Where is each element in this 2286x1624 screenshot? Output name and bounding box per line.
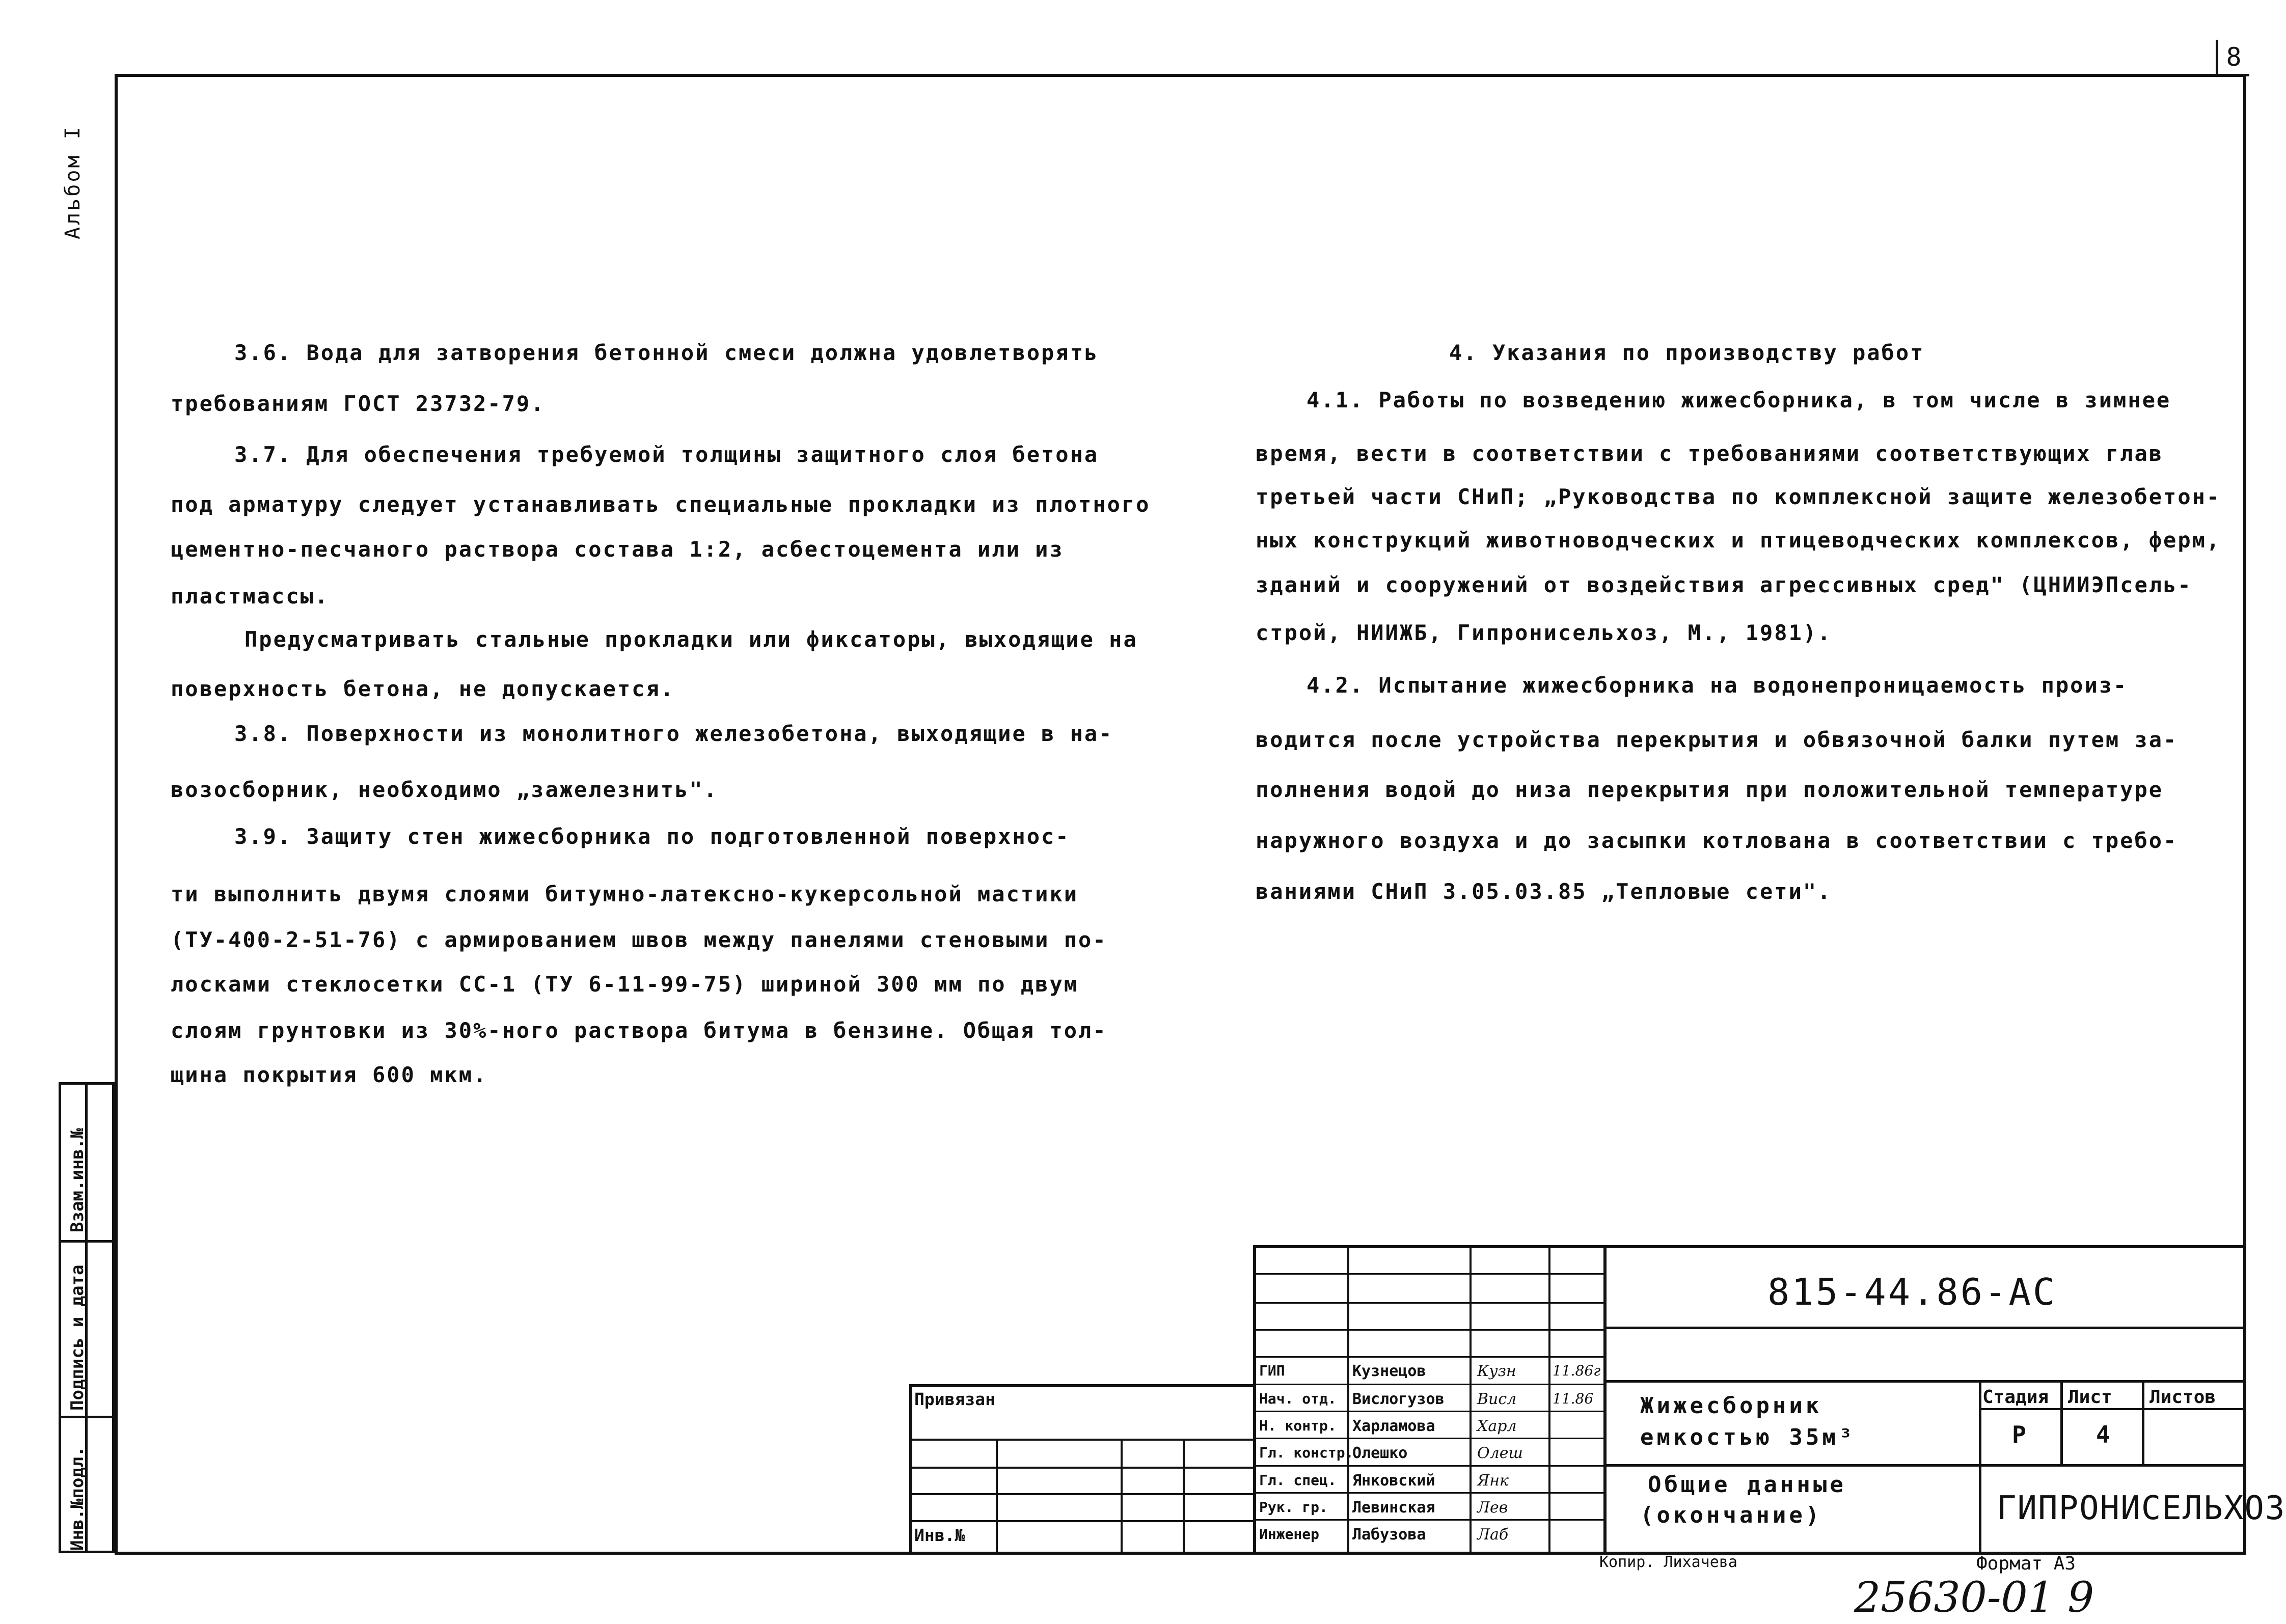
staff-name: Кузнецов — [1352, 1362, 1426, 1380]
right-text-line: ных конструкций животноводческих и птицеводческих комплексов, ферм, — [1256, 528, 2221, 553]
staff-role: Рук. гр. — [1259, 1499, 1328, 1516]
right-text-line: водится после устройства перекрытия и обвязочной балки путем за- — [1256, 727, 2178, 752]
staff-signature: Висл — [1477, 1390, 1517, 1408]
album-label: Альбом I — [61, 125, 85, 239]
staff-role: ГИП — [1259, 1362, 1285, 1379]
right-text-line: время, вести в соответствии с требованиями соответствующих глав — [1256, 441, 2164, 466]
left-text-line: лосками стеклосетки СС-1 (ТУ 6-11-99-75) шириной 300 мм по двум — [171, 972, 1079, 997]
object-name-2: емкостью 35м³ — [1640, 1424, 1856, 1450]
staff-role: Нач. отд. — [1259, 1390, 1337, 1407]
copied-by: Копир. Лихачева — [1599, 1553, 1737, 1571]
attached-box-left — [909, 1384, 912, 1553]
right-text-line: зданий и сооружений от воздействия агрессивных сред" (ЦНИИЭПсель- — [1256, 572, 2192, 597]
section-4-heading: 4. Указания по производству работ — [1449, 340, 1925, 365]
side-label-sign-date: Подпись и дата — [67, 1264, 88, 1411]
left-text-line: (ТУ-400-2-51-76) с армированием швов между панелями стеновыми по- — [171, 927, 1107, 952]
staff-name: Вислогузов — [1352, 1390, 1445, 1408]
document-code: 815-44.86-АС — [1767, 1271, 2057, 1313]
archive-number: 25630-01 9 — [1854, 1574, 2094, 1622]
right-text-line: третьей части СНиП; „Руководства по комплексной защите железобетон- — [1256, 484, 2221, 509]
staff-signature: Лев — [1477, 1499, 1508, 1517]
left-text-line: требованиям ГОСТ 23732-79. — [171, 391, 546, 416]
right-text-line: наружного воздуха и до засыпки котлована в соответствии с требо- — [1256, 828, 2178, 853]
left-text-line: Предусматривать стальные прокладки или фиксаторы, выходящие на — [244, 627, 1138, 652]
format-label: Формат А3 — [1976, 1553, 2076, 1574]
sheet-value: 4 — [2096, 1421, 2110, 1448]
right-text-line: полнения водой до низа перекрытия при положительной температуре — [1256, 777, 2164, 802]
staff-name: Лабузова — [1352, 1526, 1426, 1544]
left-text-line: ти выполнить двумя слоями битумно-латексно-кукерсольной мастики — [171, 882, 1079, 906]
staff-date: 11.86г — [1553, 1362, 1601, 1379]
sheet-header: Лист — [2068, 1387, 2112, 1408]
staff-role: Инженер — [1259, 1526, 1320, 1543]
left-text-line: возосборник, необходимо „зажелезнить". — [171, 777, 718, 802]
sheet-name-2: (окончание) — [1640, 1502, 1822, 1528]
staff-name: Олешко — [1352, 1444, 1408, 1462]
right-text-line: 4.2. Испытание жижесборника на водонепроницаемость произ- — [1307, 673, 2128, 698]
staff-role: Гл. констр. — [1259, 1444, 1354, 1461]
left-text-line: 3.7. Для обеспечения требуемой толщины защитного слоя бетона — [234, 442, 1099, 467]
staff-role: Н. контр. — [1259, 1417, 1337, 1434]
left-text-line: 3.8. Поверхности из монолитного железобетона, выходящие в на- — [234, 721, 1113, 746]
left-text-line: пластмассы. — [171, 584, 330, 609]
left-text-line: поверхность бетона, не допускается. — [171, 676, 675, 701]
staff-signature: Олеш — [1477, 1444, 1523, 1462]
staff-signature: Кузн — [1477, 1362, 1516, 1380]
right-text-line: ваниями СНиП 3.05.03.85 „Тепловые сети". — [1256, 879, 1832, 904]
page-number: 8 — [2216, 40, 2249, 76]
stage-header: Стадия — [1982, 1387, 2049, 1408]
inv-no-label: Инв.№ — [914, 1525, 965, 1545]
side-label-replace-inv: Взам.инв.№ — [67, 1128, 88, 1232]
attached-label: Привязан — [914, 1389, 995, 1409]
sheet-name-1: Общие данные — [1648, 1472, 1846, 1498]
right-text-line: строй, НИИЖБ, Гипронисельхоз, М., 1981). — [1256, 620, 1832, 645]
staff-signature: Харл — [1477, 1417, 1517, 1435]
object-name-1: Жижесборник — [1640, 1393, 1822, 1419]
left-text-line: под арматуру следует устанавливать специальные прокладки из плотного — [171, 492, 1151, 517]
staff-name: Харламова — [1352, 1417, 1435, 1435]
staff-name: Левинская — [1352, 1499, 1435, 1517]
organization-name: ГИПРОНИСЕЛЬХОЗ — [1997, 1490, 2286, 1527]
left-text-line: 3.9. Защиту стен жижесборника по подготовленной поверхнос- — [234, 824, 1070, 849]
title-block — [1253, 1245, 2286, 1553]
sheets-header: Листов — [2149, 1387, 2216, 1408]
side-label-inv: Инв.№подл. — [67, 1446, 88, 1551]
staff-signature: Лаб — [1477, 1526, 1509, 1544]
left-text-line: 3.6. Вода для затворения бетонной смеси должна удовлетворять — [234, 340, 1099, 365]
staff-name: Янковский — [1352, 1472, 1435, 1490]
staff-role: Гл. спец. — [1259, 1472, 1337, 1489]
staff-date: 11.86 — [1553, 1390, 1594, 1407]
left-text-line: цементно-песчаного раствора состава 1:2, асбестоцемента или из — [171, 537, 1064, 562]
left-text-line: щина покрытия 600 мкм. — [171, 1062, 488, 1087]
right-text-line: 4.1. Работы по возведению жижесборника, в том числе в зимнее — [1307, 388, 2171, 412]
left-text-line: слоям грунтовки из 30%-ного раствора битума в бензине. Общая тол- — [171, 1018, 1107, 1043]
stage-value: Р — [2012, 1421, 2026, 1448]
attached-box-top — [909, 1384, 1253, 1387]
staff-signature: Янк — [1477, 1472, 1509, 1490]
